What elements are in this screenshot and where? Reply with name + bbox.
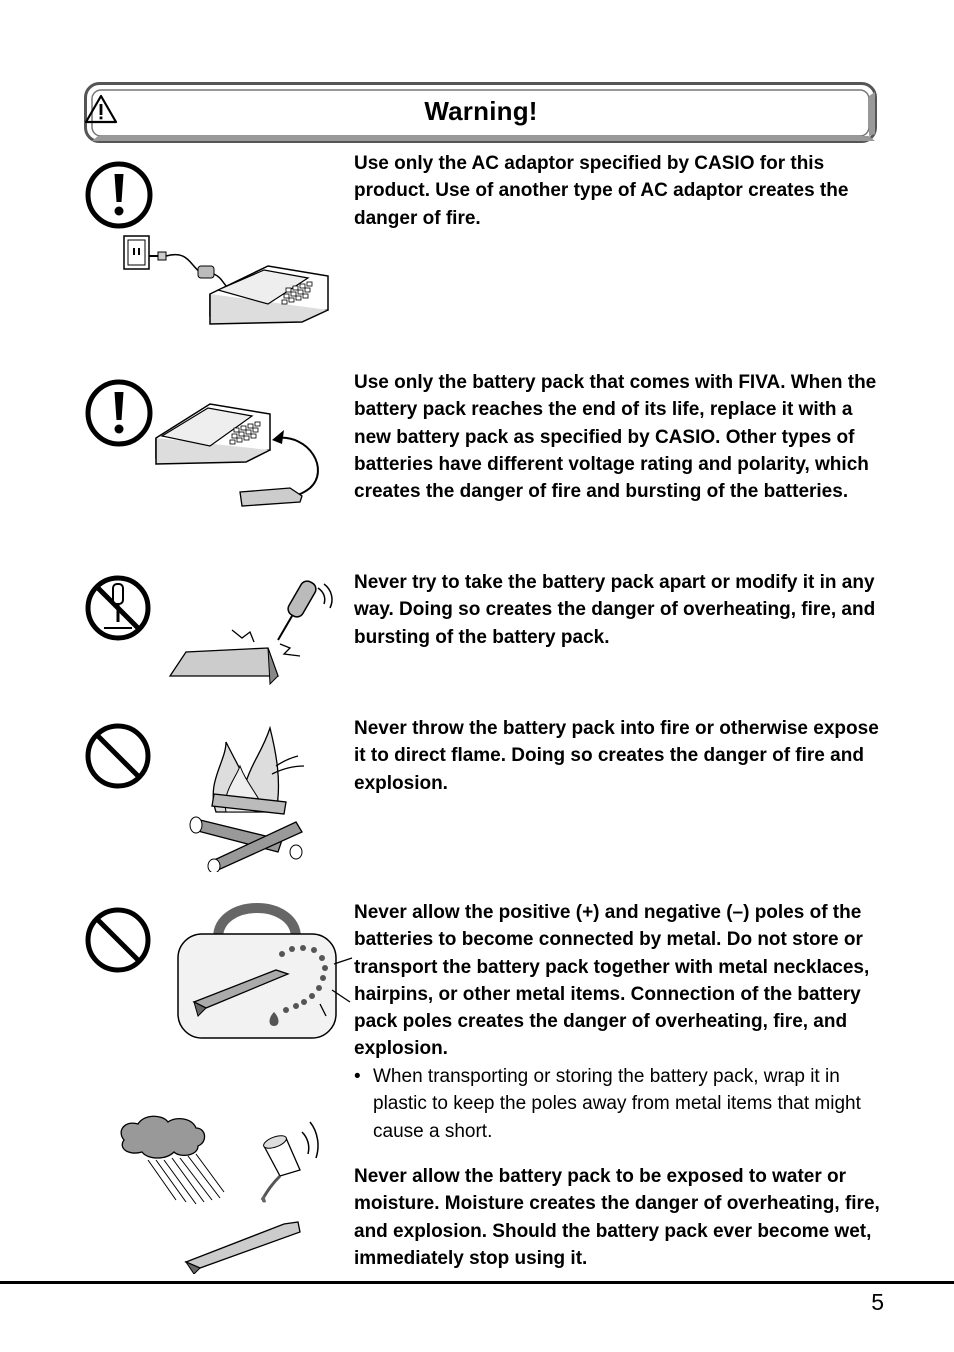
warning-triangle-icon — [84, 94, 118, 124]
battery-replacement-illustration — [150, 400, 330, 512]
warning-text-metal-contact: Never allow the positive (+) and negative (–) poles of the batteries to become connected by metal. Do not store or transport the battery pack together with metal necklaces, hairpins, or other metal items. Connection of the battery pack poles creates the danger of overheating, fire, and explosion. — [354, 902, 870, 1060]
warning-banner — [84, 82, 878, 144]
bullet-symbol: • — [354, 1066, 361, 1087]
fire-illustration — [186, 722, 308, 872]
note-text: When transporting or storing the battery pack, wrap it in plastic to keep the poles away from metal items that might cause a short. — [373, 1066, 861, 1142]
metal-items-illustration — [176, 898, 354, 1042]
mandatory-exclamation-icon — [84, 378, 154, 448]
footer-rule — [0, 1281, 954, 1284]
warning-text-no-disassembly: Never try to take the battery pack apart or modify it in any way. Doing so creates the danger of overheating, fire, and bursting of the battery pack. — [354, 572, 876, 648]
water-exposure-illustration — [114, 1114, 336, 1274]
page-title: Warning! — [424, 95, 538, 126]
warning-text-no-fire: Never throw the battery pack into fire or otherwise expose it to direct flame. Doing so creates the danger of fire and explosion. — [354, 718, 879, 794]
note-wrap-in-plastic — [354, 1063, 884, 1145]
warning-text-battery-pack-type: Use only the battery pack that comes with FIVA. When the battery pack reaches the end of its life, replace it with a new battery pack as specified by CASIO. Other types of batteries have different voltage rating and polarity, which creates the danger of fire and bursting of the batteries. — [354, 372, 877, 503]
warning-text-ac-adaptor: Use only the AC adaptor specified by CASIO for this product. Use of another type of AC adaptor creates the danger of fire. — [354, 153, 849, 229]
banner-title — [84, 94, 878, 128]
prohibition-icon — [84, 722, 152, 790]
mandatory-exclamation-icon — [84, 160, 154, 230]
warning-text-no-water: Never allow the battery pack to be exposed to water or moisture. Moisture creates the danger of overheating, fire, and explosion. Should the battery pack ever become wet, immediately stop using it. — [354, 1166, 880, 1269]
prohibition-icon — [84, 906, 152, 974]
page-number: 5 — [871, 1289, 884, 1315]
ac-adaptor-illustration — [118, 230, 338, 335]
no-disassembly-icon — [84, 574, 152, 642]
disassembly-illustration — [168, 572, 343, 690]
